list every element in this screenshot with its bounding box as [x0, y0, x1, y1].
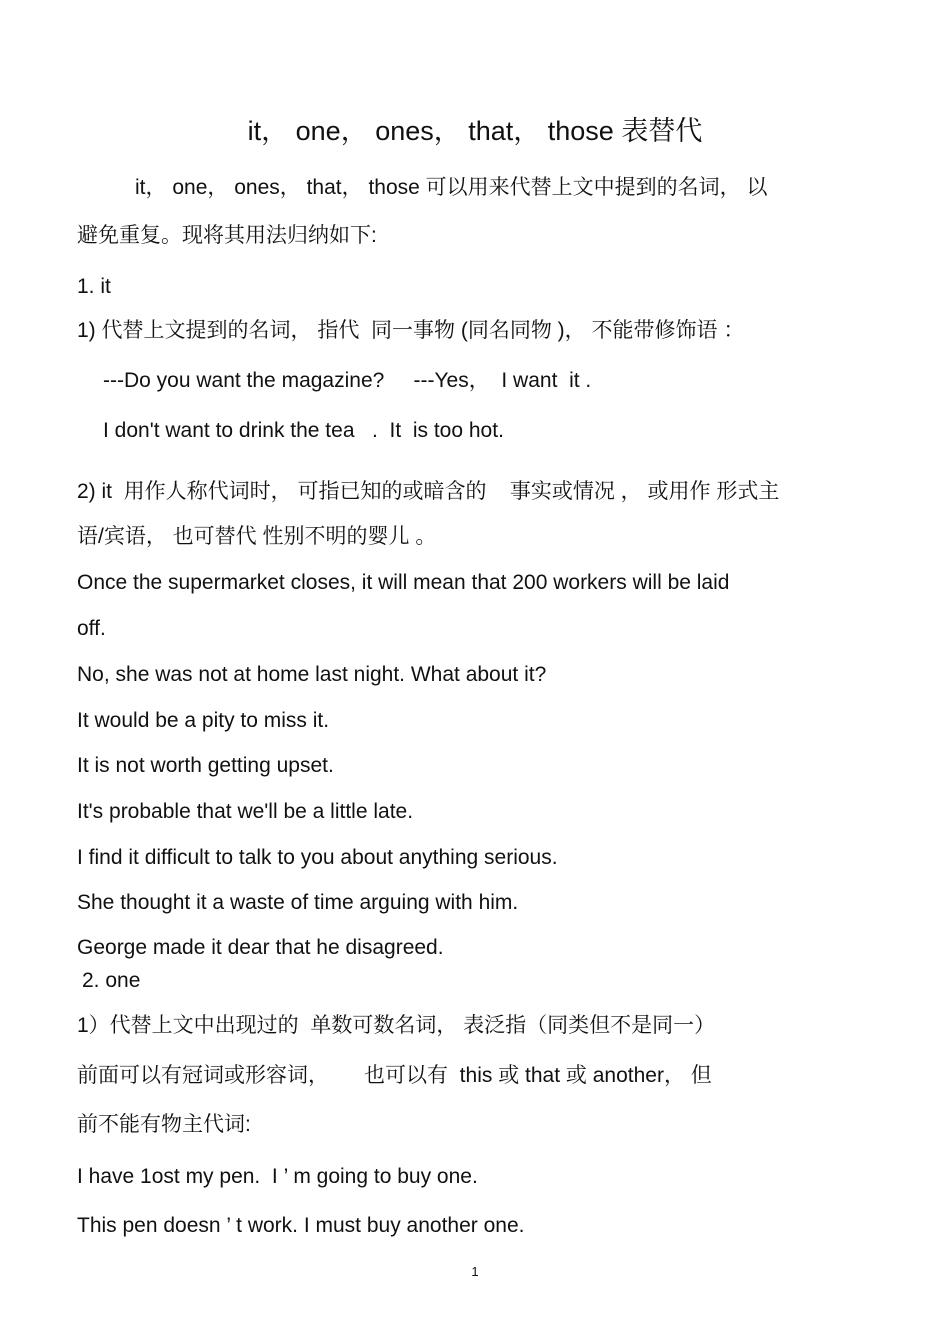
section-1-example-2: I don't want to drink the tea . It is too hot.	[103, 419, 504, 442]
section-2-point-1-line-2: 前面可以有冠词或形容词， 也可以有 this 或 that 或 another， 但	[77, 1064, 712, 1087]
page-number: 1	[471, 1264, 479, 1279]
section-2-example-1: I have 1ost my pen. I ’ m going to buy one.	[77, 1165, 478, 1188]
section-2-point-1-line-3: 前不能有物主代词:	[77, 1113, 251, 1136]
example-sentence: No, she was not at home last night. What about it?	[77, 663, 547, 686]
section-1-example-1: ---Do you want the magazine? ---Yes， I want it .	[103, 369, 592, 392]
section-1-point-2-line-2: 语/宾语， 也可替代 性别不明的婴儿 。	[77, 525, 437, 548]
example-sentence: It would be a pity to miss it.	[77, 709, 330, 732]
section-2-point-1-line-1: 1）代替上文中出现过的 单数可数名词， 表泛指（同类但不是同一）	[77, 1014, 716, 1037]
example-sentence: She thought it a waste of time arguing with him.	[77, 891, 519, 914]
example-sentence: George made it dear that he disagreed.	[77, 936, 444, 959]
example-sentence: I find it difficult to talk to you about anything serious.	[77, 846, 558, 869]
section-2-example-2: This pen doesn ’ t work. I must buy another one.	[77, 1214, 525, 1237]
example-sentence: It's probable that we'll be a little late.	[77, 800, 414, 823]
section-2-heading: 2. one	[82, 969, 141, 992]
section-1-point-1: 1) 代替上文提到的名词， 指代 同一事物 (同名同物 )， 不能带修饰语 ：	[77, 319, 745, 342]
document-title: it， one， ones， that， those 表替代	[247, 116, 703, 146]
section-1-point-2-line-1: 2) it 用作人称代词时， 可指已知的或暗含的 事实或情况 ， 或用作 形式主	[77, 480, 780, 503]
example-sentence: Once the supermarket closes, it will mean that 200 workers will be laid	[77, 571, 730, 594]
example-sentence: off.	[77, 617, 106, 640]
example-sentence: It is not worth getting upset.	[77, 754, 334, 777]
intro-line-2: 避免重复。现将其用法归纳如下:	[77, 224, 377, 247]
intro-line-1: it， one， ones， that， those 可以用来代替上文中提到的名词， 以	[135, 176, 768, 199]
section-1-heading: 1. it	[77, 275, 111, 298]
